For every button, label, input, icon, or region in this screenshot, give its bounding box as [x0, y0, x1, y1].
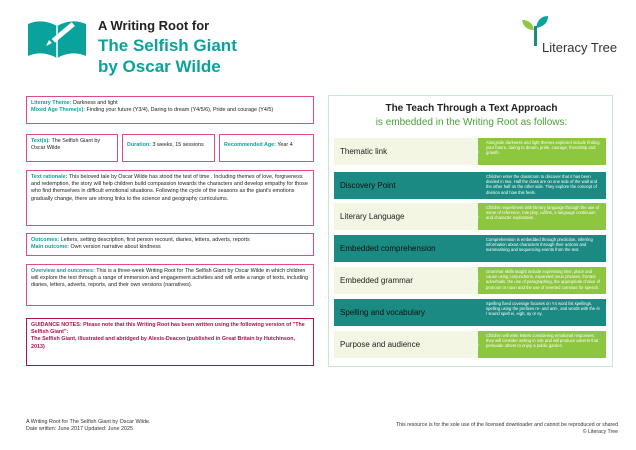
chevron-right-icon: [472, 275, 479, 287]
literacy-tree-logo: [520, 14, 618, 62]
approach-row-label: Embedded grammar: [334, 267, 478, 294]
approach-panel: [328, 95, 613, 367]
approach-row: [334, 235, 606, 262]
mixed-theme-value: Finding your future (Y3/4), Daring to dream (Y4/5/6), Pride and courage (Y4/5): [85, 107, 274, 114]
duration-value: 3 weeks, 15 sessions: [150, 142, 204, 148]
theme-box: [26, 96, 314, 124]
chevron-right-icon: [472, 243, 479, 255]
approach-row-description: Children experiment with literary language through the use of some of reference, role play, cuffins, a language continuum and character exploration.: [478, 203, 606, 230]
approach-row-label: Purpose and audience: [334, 331, 478, 358]
overview-box: [26, 264, 314, 306]
chevron-right-icon: [472, 307, 479, 319]
overview-label: Overview and outcomes:: [31, 268, 95, 274]
footer-license: This resource is for the sole use of the licensed downloader and cannot be reproduced or shared: [395, 422, 618, 428]
main-outcome-value: Own version narrative about kindness: [69, 244, 161, 251]
chevron-right-icon: [472, 180, 479, 192]
approach-row-label: Thematic link: [334, 138, 478, 165]
texts-label: Text(s):: [31, 138, 51, 144]
rationale-box: [26, 170, 314, 226]
guidance-book: The Selfish Giant, illustrated and abridged by Alexis-Deacon (published in Great Britain by Hutchinson, 2013): [31, 336, 295, 350]
chevron-right-icon: [472, 146, 479, 158]
rationale-label: Text rationale:: [31, 174, 68, 180]
approach-subtitle: is embedded in the Writing Root as follows:: [375, 117, 568, 128]
theme-label: Literary Theme:: [31, 100, 72, 106]
page-title: The Selfish Giant: [98, 36, 237, 55]
age-box: [219, 134, 314, 162]
approach-row-label: Literary Language: [334, 203, 478, 230]
overview-value: This is a three-week Writing Root for The Selfish Giant by Oscar Wilde in which children will explore the text through a range of immersion and engagement activities and will write a range of texts, including diaries, letters, adverts, reports, and their own versions (narratives).: [31, 268, 309, 289]
subtitle: A Writing Root for: [98, 18, 210, 33]
approach-row-description: Grammar skills taught include expressing time, place and cause using conjunctions, expanded noun phrases, fronted adverbials, the use of paragraphing, the appropriate choice of pronoun or noun and the use of inverted commas for speech.: [478, 267, 606, 294]
main-outcome-label: Main outcome:: [31, 244, 70, 251]
outcomes-value: Letters, setting description, first person recount, diaries, letters, adverts, reports: [59, 237, 250, 243]
approach-row: [334, 299, 606, 326]
approach-row-label: Spelling and vocabulary: [334, 299, 478, 326]
duration-box: [122, 134, 215, 162]
age-label: Recommended Age:: [224, 142, 276, 148]
logo-text: Literacy Tree: [542, 40, 618, 55]
page-title-author: by Oscar Wilde: [98, 57, 221, 76]
age-value: Year 4: [275, 142, 293, 148]
approach-row-description: Spelling fixed coverage focuses on Y4 word list spellings, spelling using the prefixes re- and anti-, and words with the /e / sound spelt ei, eigh, ay or ey.: [478, 299, 606, 326]
footer-left: [26, 419, 150, 433]
guidance-notes-box: [26, 318, 314, 366]
chevron-right-icon: [472, 211, 479, 223]
texts-value: The Selfish Giant by Oscar Wilde: [31, 138, 101, 152]
approach-title: The Teach Through a Text Approach: [385, 103, 558, 114]
open-book-pencil-icon: [24, 16, 90, 60]
approach-row: [334, 267, 606, 294]
outcomes-box: [26, 233, 314, 256]
footer-title: A Writing Root for The Selfish Giant by Oscar Wilde.: [26, 419, 151, 425]
chevron-right-icon: [472, 339, 479, 351]
texts-box: [26, 134, 118, 162]
approach-row: [334, 203, 606, 230]
approach-row-description: Alongside darkness and light themes explored include finding your future, daring to dream, pride, courage, friendship and growth.: [478, 138, 606, 165]
footer-date: Date written: June 2017 Updated: June 2025: [26, 426, 133, 432]
approach-row-label: Discovery Point: [334, 172, 478, 199]
approach-row: [334, 138, 606, 165]
rationale-value: This beloved tale by Oscar Wilde has stood the test of time . Including themes of love, forgiveness and redemption, the story will help children build compassion towards the characters and develop empathy for those who find themselves in difficult emotional situations. Following the cycle of the seasons as the giant's emotions gradually change, there are strong links to the science and geography curriculums.: [31, 174, 308, 202]
guidance-notes: GUIDANCE NOTES: Please note that this Writing Root has been written using the following version of "The Selfish Giant":: [31, 322, 305, 336]
theme-value: Darkness and light: [71, 100, 118, 106]
approach-row-label: Embedded comprehension: [334, 235, 478, 262]
outcomes-label: Outcomes:: [31, 237, 60, 243]
footer-copyright: © Literacy Tree: [582, 429, 618, 435]
mixed-theme-label: Mixed Age Theme(s):: [31, 107, 86, 114]
approach-row-description: Children will write letters considering emotional responses; they will consider writing in role and will produce adverts that persuade others to enjoy a public garden.: [478, 331, 606, 358]
footer-right: [332, 422, 618, 436]
approach-row-description: Children enter the classroom to discover that it has been divided in two. Half the class are on one side of the wall and the other half on the other side. They explore the concept of division and how this feels.: [478, 172, 606, 199]
approach-row: [334, 331, 606, 358]
duration-label: Duration:: [127, 142, 151, 148]
approach-row-description: Comprehension is embedded through prediction, inferring information about characters through their actions and summarising and sequencing events from the text.: [478, 235, 606, 262]
approach-row: [334, 172, 606, 199]
